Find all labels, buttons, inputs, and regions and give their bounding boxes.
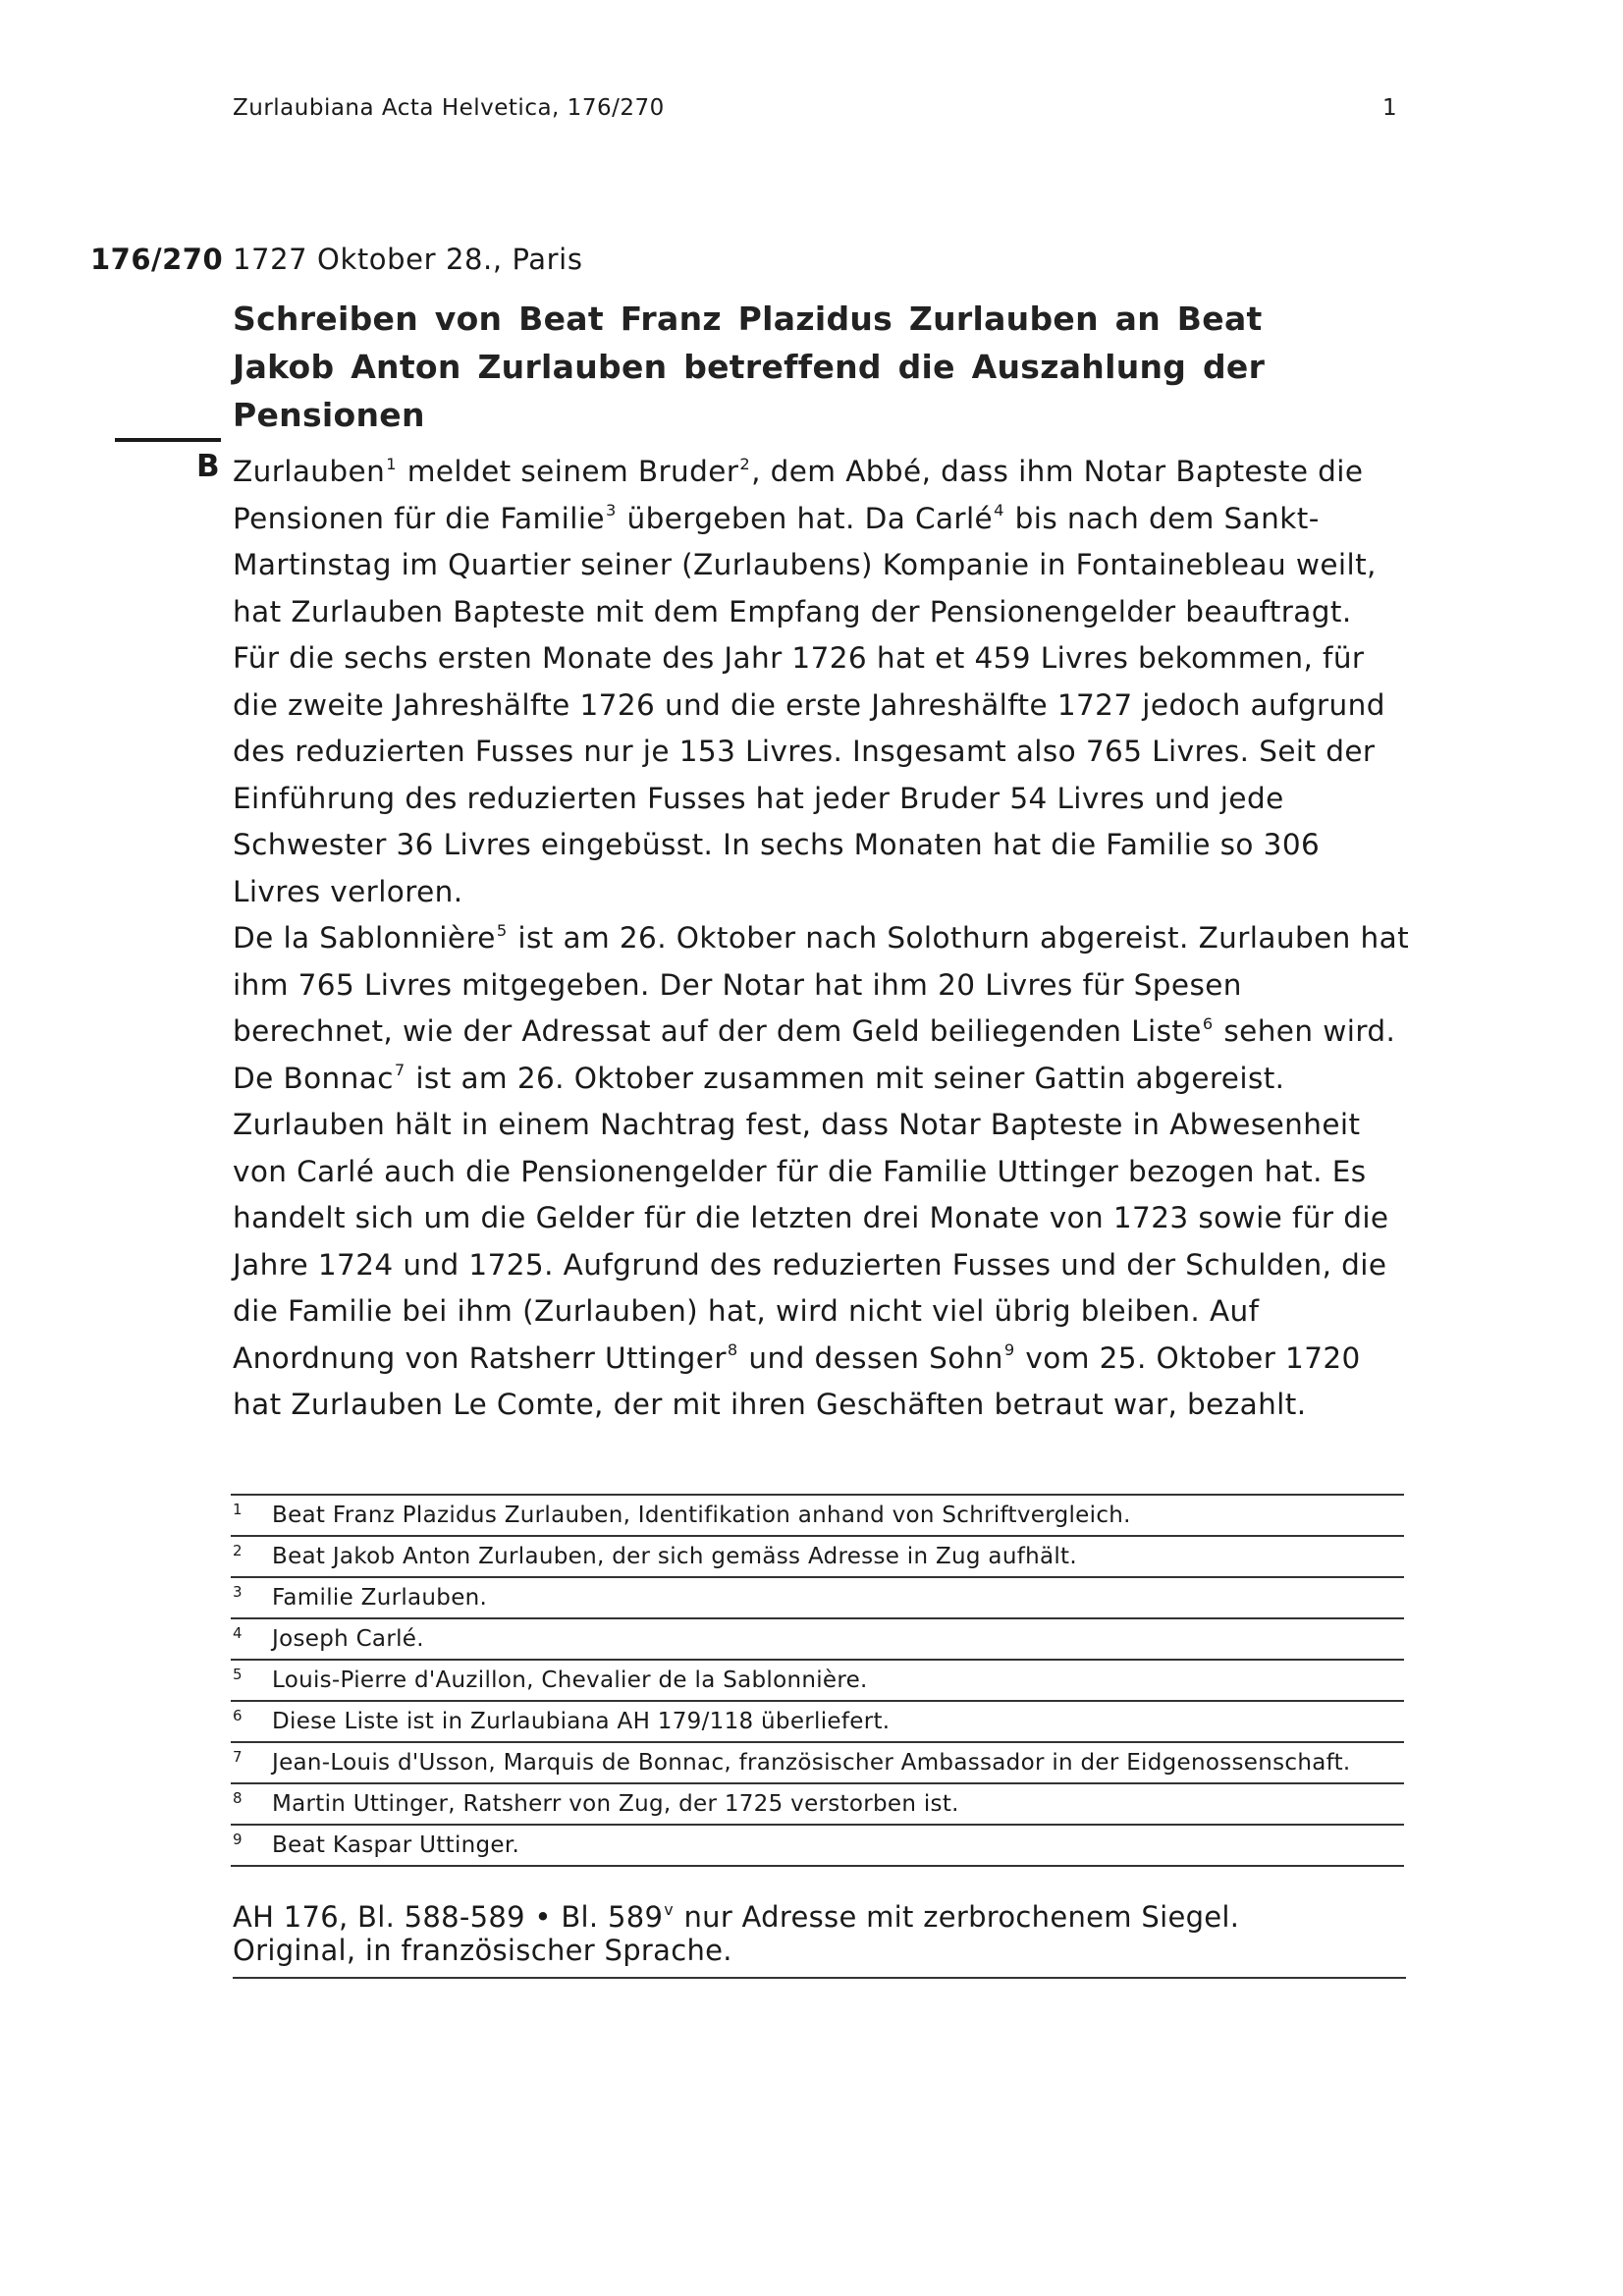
footnote xyxy=(231,1700,1404,1741)
footnote-ref[interactable]: 7 xyxy=(394,1061,406,1080)
document-title: Schreiben von Beat Franz Plazidus Zurlauben an Beat Jakob Anton Zurlauben betreffend die Auszahlung der Pensionen xyxy=(233,300,1266,434)
footnote-text: Beat Kaspar Uttinger. xyxy=(272,1832,520,1858)
footnote-number: 6 xyxy=(233,1707,243,1724)
footnote-ref[interactable]: 4 xyxy=(994,501,1004,520)
section-marker: B xyxy=(196,449,220,484)
footnotes-divider xyxy=(231,1865,1404,1867)
footnote xyxy=(231,1824,1404,1865)
summary-paragraph: Zurlauben$^1$ meldet seinem Bruder$^2$, dem Abbé, dass ihm Notar Bapteste die Pensionen für die Familie$^3$ übergeben hat. Da Carlé$^4$ bis nach dem Sankt-Martinstag im Quartier seiner (Zurlaubens) Kompanie in Fontainebleau weilt, hat Zurlauben Bapteste mit dem Empfang der Pensionengelder beauftragt. xyxy=(233,454,1377,629)
source-info xyxy=(233,1900,1406,1979)
footnote xyxy=(231,1782,1404,1824)
footnote-number: 7 xyxy=(233,1748,243,1766)
footnote-text: Beat Jakob Anton Zurlauben, der sich gemäss Adresse in Zug aufhält. xyxy=(272,1544,1077,1569)
footnote-text: Louis-Pierre d'Auzillon, Chevalier de la Sablonnière. xyxy=(272,1667,868,1693)
footnote-text: Beat Franz Plazidus Zurlauben, Identifikation anhand von Schriftvergleich. xyxy=(272,1503,1131,1528)
footnote xyxy=(231,1576,1404,1617)
summary-paragraph: Für die sechs ersten Monate des Jahr 1726 hat et 459 Livres bekommen, für die zweite Jahreshälfte 1726 und die erste Jahreshälfte 1727 jedoch aufgrund des reduzierten Fusses nur je 153 Livres. Insgesamt also 765 Livres. Seit der Einführung des reduzierten Fusses hat jeder Bruder 54 Livres und jede Schwester 36 Livres eingebüsst. In sechs Monaten hat die Familie so 306 Livres verloren. xyxy=(233,641,1385,908)
footnote-text: Jean-Louis d'Usson, Marquis de Bonnac, französischer Ambassador in der Eidgenossenschaft. xyxy=(272,1750,1351,1776)
footnote-ref[interactable]: 1 xyxy=(386,454,397,473)
footnote-ref[interactable]: 3 xyxy=(605,501,617,520)
document-number: 176/270 xyxy=(90,243,224,276)
summary-paragraph: De la Sablonnière$^5$ ist am 26. Oktober nach Solothurn abgereist. Zurlauben hat ihm 765 Livres mitgegeben. Der Notar hat ihm 20 Livres für Spesen berechnet, wie der Adressat auf der dem Geld beiliegenden Liste$^6$ sehen wird. xyxy=(233,920,1410,1048)
document-date-place: 1727 Oktober 28., Paris xyxy=(233,243,583,276)
footnote xyxy=(231,1535,1404,1576)
footnote-text: Joseph Carlé. xyxy=(272,1626,424,1652)
footnote xyxy=(231,1741,1404,1782)
summary-text xyxy=(233,449,1411,1429)
footnote-ref[interactable]: 5 xyxy=(496,920,508,940)
footnote-number: 1 xyxy=(233,1501,243,1518)
footnote-number: 5 xyxy=(233,1666,243,1683)
footnote-text: Diese Liste ist in Zurlaubiana AH 179/118 überliefert. xyxy=(272,1709,891,1734)
page-number: 1 xyxy=(1382,95,1397,121)
source-location: AH 176, Bl. 588-589 • Bl. 589$^v$ nur Adresse mit zerbrochenem Siegel. xyxy=(233,1900,1240,1934)
summary-paragraph: De Bonnac$^7$ ist am 26. Oktober zusammen mit seiner Gattin abgereist. xyxy=(233,1061,1285,1095)
footnote-number: 8 xyxy=(233,1789,243,1807)
summary-paragraph: Zurlauben hält in einem Nachtrag fest, dass Notar Bapteste in Abwesenheit von Carlé auch die Pensionengelder für die Familie Uttinger bezogen hat. Es handelt sich um die Gelder für die letzten drei Monate von 1723 sowie für die Jahre 1724 und 1725. Aufgrund des reduzierten Fusses und der Schulden, die die Familie bei ihm (Zurlauben) hat, wird nicht viel übrig bleiben. Auf Anordnung von Ratsherr Uttinger$^8$ und dessen Sohn$^9$ vom 25. Oktober 1720 hat Zurlauben Le Comte, der mit ihren Geschäften betraut war, bezahlt. xyxy=(233,1108,1389,1421)
footnote-text: Familie Zurlauben. xyxy=(272,1585,488,1611)
source-note: Original, in französischer Sprache. xyxy=(233,1934,732,1967)
title-rule xyxy=(115,438,221,442)
footnote xyxy=(231,1659,1404,1700)
footnote-ref[interactable]: 9 xyxy=(1003,1340,1015,1360)
footnotes xyxy=(231,1494,1404,1867)
footnote-ref[interactable]: 6 xyxy=(1202,1013,1214,1033)
footnote-text: Martin Uttinger, Ratsherr von Zug, der 1725 verstorben ist. xyxy=(272,1791,959,1817)
footnote-number: 2 xyxy=(233,1542,243,1559)
footnote-number: 3 xyxy=(233,1583,243,1601)
footnote xyxy=(231,1617,1404,1659)
footnote-number: 9 xyxy=(233,1831,243,1848)
footnote-ref[interactable]: 2 xyxy=(739,454,751,473)
footnote-number: 4 xyxy=(233,1624,243,1642)
footnote-ref[interactable]: 8 xyxy=(727,1340,738,1360)
running-title: Zurlaubiana Acta Helvetica, 176/270 xyxy=(233,95,665,121)
footnote xyxy=(231,1494,1404,1535)
